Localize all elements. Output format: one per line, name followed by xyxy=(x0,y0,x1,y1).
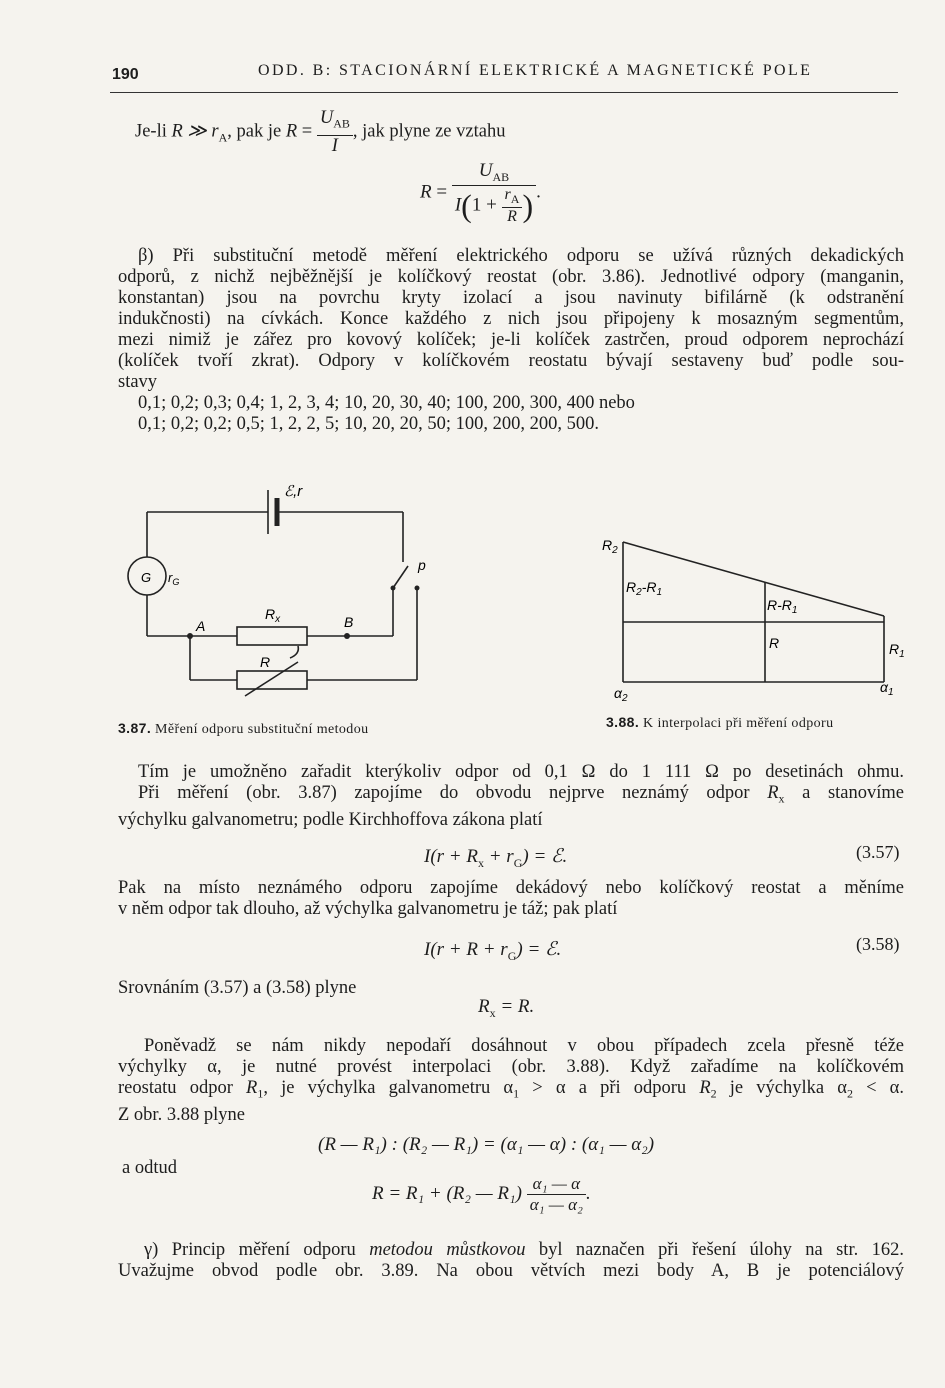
beta-line-5: mezi nimiž je zářez pro kovový kolíček; je-li kolíček zastrčen, proud odporem neprochází xyxy=(118,330,904,350)
series-2: 0,1; 0,2; 0,2; 0,5; 1, 2, 2, 5; 10, 20, 20, 50; 100, 200, 200, 500. xyxy=(138,414,599,434)
text4-line-3: reostatu odpor $R_1$, je výchylka galvanometru $\alpha_1 > \alpha$ a při odporu $R_2$ je výchylka $\alpha_2 < \alpha$. xyxy=(118,1078,904,1101)
text3-line-1: Pak na místo neznámého odporu zapojíme dekádový nebo kolíčkový reostat a měníme xyxy=(118,878,904,898)
series-1: 0,1; 0,2; 0,3; 0,4; 1, 2, 3, 4; 10, 20, 30, 40; 100, 200, 300, 400 nebo xyxy=(138,393,635,413)
beta-line-6: (kolíček tvoří zkrat). Odpory v kolíčkovém reostatu bývají sestaveny buď podle sou- xyxy=(118,351,904,371)
figure-3-87 xyxy=(110,470,450,710)
beta-line-4: indukčnosti) na cívkách. Konce každého z nich jsou připojeny k mosazným segmentům, xyxy=(118,309,904,329)
label-alpha2: $\alpha_2$ xyxy=(614,685,628,704)
equation-ratio: (R — R₁) : (R₂ — R₁) = (α₁ — α) : (α₁ — α₂) xyxy=(318,1134,655,1155)
caption-3-87: 3.87. Měření odporu substituční metodou xyxy=(118,720,369,737)
beta-line-2: odporů, z nichž nejběžnější je kolíčkový reostat (obr. 3.86). Jednotlivé odpory (manganin, xyxy=(118,267,904,287)
text2-line-2: Při měření (obr. 3.87) zapojíme do obvodu nejprve neznámý odpor $R_x$ a stanovíme xyxy=(138,783,905,806)
equation-final: R = R₁ + (R₂ — R₁) $\frac{\text{α₁ — α}}{\text{α₁ — α₂}}$ . xyxy=(372,1174,591,1214)
label-r2-r1: $R_2-R_1$ xyxy=(626,579,663,598)
rheostat-r xyxy=(237,671,307,689)
label-emf: ℰ,r xyxy=(284,483,303,500)
header-rule xyxy=(110,92,898,93)
label-b: B xyxy=(344,614,354,630)
text-block-2 xyxy=(118,762,904,831)
label-r-r1: $R-R_1$ xyxy=(767,597,798,616)
rheostat-hook xyxy=(290,646,298,658)
beta-line-3: konstantan) jsou na povrchu kryty izolací a jsou navinuty bifilárně (k odstranění xyxy=(118,288,904,308)
running-title: ODD. B: STACIONÁRNÍ ELEKTRICKÉ A MAGNETICKÉ POLE xyxy=(258,62,813,79)
beta-line-7: stavy xyxy=(118,372,158,392)
label-r: R xyxy=(769,635,780,651)
page-number: 190 xyxy=(112,66,139,83)
label-r1: $R_1$ xyxy=(889,641,905,660)
node-a xyxy=(187,633,193,639)
label-g: G xyxy=(141,570,152,585)
text4-line-4: Z obr. 3.88 plyne xyxy=(118,1104,245,1125)
label-r2: $R_2$ xyxy=(602,537,618,556)
intro-fraction: $\frac{U_{AB}}{I}$ xyxy=(317,108,353,157)
switch-contact-right xyxy=(415,586,420,591)
text4-line-2: výchylky α, je nutné provést interpolaci (obr. 3.88). Když zařadíme na kolíčkovém xyxy=(118,1057,904,1077)
compare-line: Srovnáním (3.57) a (3.58) plyne xyxy=(118,978,357,998)
text2-line-3: výchylku galvanometru; podle Kirchhoffova zákona platí xyxy=(118,809,543,830)
label-r: R xyxy=(260,654,271,670)
interpolation-line xyxy=(623,542,884,616)
section-gamma xyxy=(118,1240,904,1282)
figure-3-88 xyxy=(600,530,910,710)
label-a: A xyxy=(196,618,206,634)
equation-rx-equals-r: $R_x = R$. xyxy=(478,996,535,1020)
label-p: p xyxy=(418,557,426,573)
equation-3-58: $I(r + R + r_G)$ = ℰ. xyxy=(424,939,562,963)
label-rx: $R_x$ xyxy=(265,606,281,625)
label-rg: $r_G$ xyxy=(168,570,180,587)
formula-r-uab: R = $U_{AB}$ I(1 + $\frac{r_A}{R}$ ) . xyxy=(420,160,541,225)
switch-contact-left xyxy=(391,586,396,591)
intro-line: Je-li R ≫ $r_A$, pak je R = $\frac{U_{AB}}{I}$ , jak plyne ze vztahu xyxy=(135,108,506,156)
switch-lever xyxy=(393,566,408,588)
equation-number-3-57: (3.57) xyxy=(856,842,900,862)
a-odtud: a odtud xyxy=(122,1158,177,1178)
equation-number-3-58: (3.58) xyxy=(856,934,900,954)
text4-line-1: Poněvadž se nám nikdy nepodaří dosáhnout v obou případech zcela přesně téže xyxy=(144,1036,904,1056)
text2-line-1: Tím je umožněno zařadit kterýkoliv odpor od 0,1 Ω do 1 111 Ω po desetinách ohmu. xyxy=(138,762,904,782)
text-block-3 xyxy=(118,878,904,920)
label-alpha1: $\alpha_1$ xyxy=(880,679,894,698)
gamma-line-1: γ) Princip měření odporu metodou můstkovou byl naznačen při řešení úlohy na str. 162. xyxy=(144,1240,904,1260)
rheostat-arrow xyxy=(245,662,298,696)
section-beta xyxy=(118,246,904,435)
node-b xyxy=(344,633,350,639)
text3-line-2: v něm odpor tak dlouho, až výchylka galvanometru je táž; pak platí xyxy=(118,899,618,919)
text-block-4 xyxy=(118,1036,904,1126)
caption-3-88: 3.88. K interpolaci při měření odporu xyxy=(606,714,834,731)
gamma-line-2: Uvažujme obvod podle obr. 3.89. Na obou větvích mezi body A, B je potenciálový xyxy=(118,1261,904,1281)
resistor-rx xyxy=(237,627,307,645)
equation-3-57: $I(r + R_x + r_G)$ = ℰ. xyxy=(424,846,568,870)
beta-line-1: β) Při substituční metodě měření elektrického odporu se užívá různých dekadických xyxy=(138,246,904,266)
